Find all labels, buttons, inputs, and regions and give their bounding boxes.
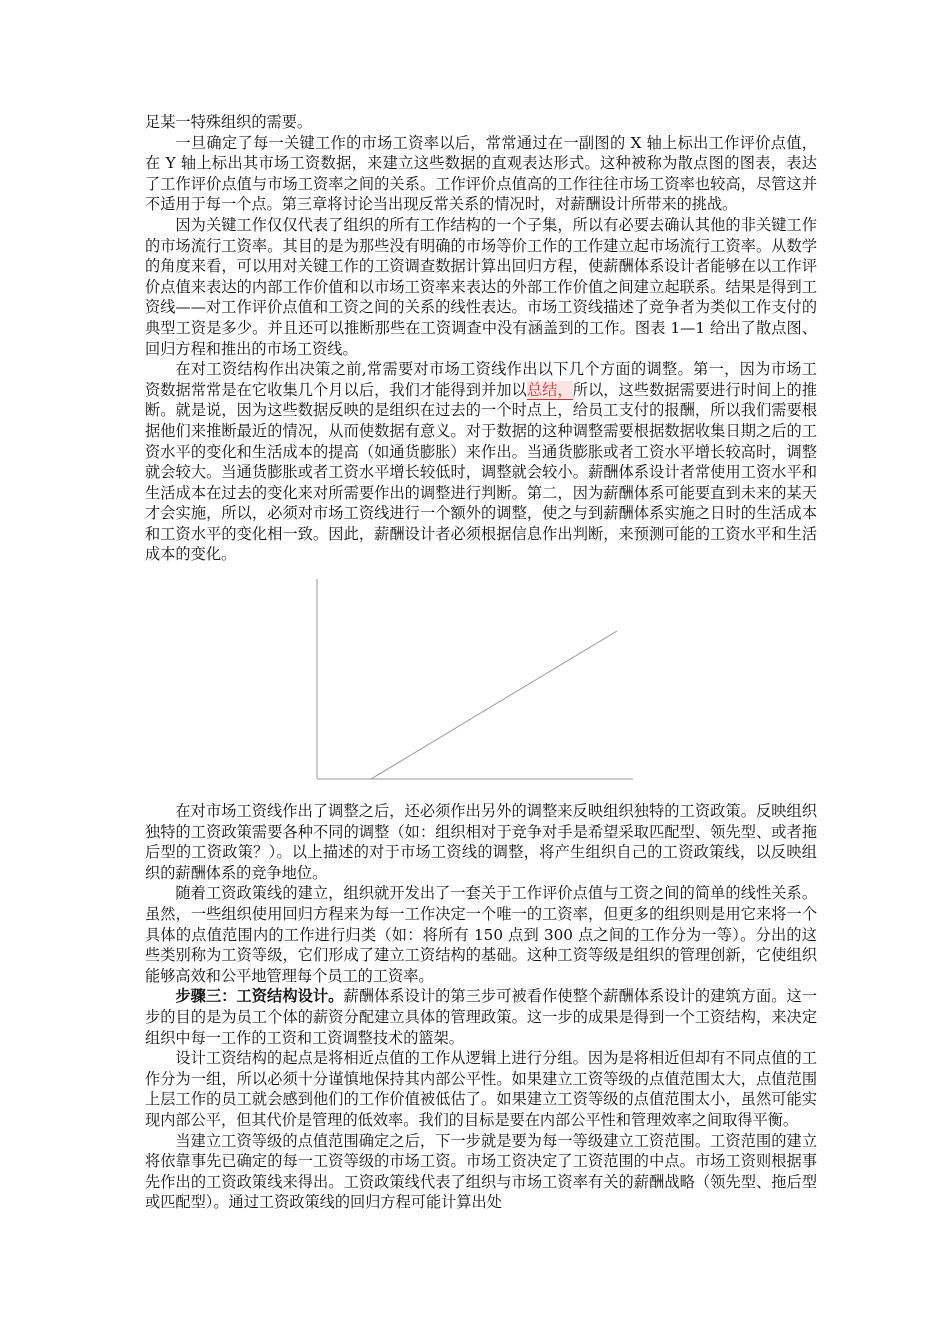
paragraph-2: 因为关键工作仅仅代表了组织的所有工作结构的一个子集，所以有必要去确认其他的非关键工作的市场流行工资率。其目的是为那些没有明确的市场等价工作的工作建立起市场流行工资率。从数学的角度来看，可以用对关键工作的工资调查数据计算出回归方程，使薪酬体系设计者能够在以工作评价点值来表达的内部工作价值和以市场工资率来表达的外部工作价值之间建立起联系。结果是得到工资线——对工作评价点值和工资之间的关系的线性表达。市场工资线描述了竞争者为类似工作支付的典型工资是多少。并且还可以推断那些在工资调查中没有涵盖到的工作。图表 1—1 给出了散点图、回归方程和推出的市场工资线。 (145, 215, 817, 358)
step-three-heading: 步骤三：工资结构设计。 (175, 987, 344, 1006)
market-wage-line-figure (145, 579, 817, 791)
market-wage-line (371, 631, 617, 779)
paragraph-3 (145, 359, 817, 565)
figure-drawing (145, 579, 817, 791)
paragraph-6-text: 薪酬体系设计的第三步可被看作使整个薪酬体系设计的建筑方面。这一步的目的是为员工个体的薪资分配建立具体的管理政策。这一步的成果是得到一个工资结构，来决定组织中每一工作的工资和工资调整技术的篮架。 (145, 987, 818, 1047)
paragraph-3-text-a: 在对工资结构作出决策之前,常需要对市场工资线作出以下几个方面的调整。第一，因为市场工资数据常常是在它收集几个月以后，我们才能得到并加以 (145, 360, 817, 399)
paragraph-3-text-b: 所以，这些数据需要进行时间上的推断。就是说，因为这些数据反映的是组织在过去的一个时点上，给员工支付的报酬，所以我们需要根据他们来推断最近的情况，从而使数据有意义。对于数据的这种调整需要根据数据收集日期之后的工资水平的变化和生活成本的提高（如通货膨胀）来作出。当通货膨胀或者工资水平增长较高时，调整就会较大。当通货膨胀或者工资水平增长较低时，调整就会较小。薪酬体系设计者常使用工资水平和生活成本在过去的变化来对所需要作出的调整进行判断。第二，因为薪酬体系可能要直到未来的某天才会实施，所以，必须对市场工资线进行一个额外的调整，使之与到薪酬体系实施之日时的生活成本和工资水平的变化相一致。因此，薪酬设计者必须根据信息作出判断，来预测可能的工资水平和生活成本的变化。 (145, 380, 818, 564)
paragraph-6 (145, 986, 817, 1048)
paragraph-5: 随着工资政策线的建立，组织就开发出了一套关于工作评价点值与工资之间的简单的线性关系。虽然，一些组织使用回归方程来为每一工作决定一个唯一的工资率，但更多的组织则是用它来将一个具体的点值范围内的工作进行归类（如：将所有 150 点到 300 点之间的工作分为一等）。分出的这些类别称为工资等级，它们形成了建立工资结构的基础。这种工资等级是组织的管理创新，它使组织能够高效和公平地管理每个员工的工资率。 (145, 884, 817, 985)
paragraph-1: 一旦确定了每一关键工作的市场工资率以后，常常通过在一副图的 X 轴上标出工作评价点值，在 Y 轴上标出其市场工资数据，来建立这些数据的直观表达形式。这种被称为散点图的图表，表达了工作评价点值与市场工资率之间的关系。工作评价点值高的工作往往市场工资率也较高，尽管这并不适用于每一个点。第三章将讨论当出现反常关系的情况时，对薪酬设计所带来的挑战。 (145, 133, 817, 214)
paragraph-7: 设计工资结构的起点是将相近点值的工作从逻辑上进行分组。因为是将相近但却有不同点值的工作分为一组，所以必须十分谨慎地保持其内部公平性。如果建立工资等级的点值范围太大，点值范围上层工作的员工就会感到他们的工作价值被低估了。如果建立工资等级的点值范围太小，虽然可能实现内部公平，但其代价是管理的低效率。我们的目标是要在内部公平性和管理效率之间取得平衡。 (145, 1049, 817, 1129)
paragraph-4: 在对市场工资线作出了调整之后，还必须作出另外的调整来反映组织独特的工资政策。反映组织独特的工资政策需要各种不同的调整（如：组织相对于竞争对手是希望采取匹配型、领先型、或者拖后型的工资政策？）。以上描述的对于市场工资线的调整，将产生组织自己的工资政策线，以反映组织的薪酬体系的竞争地位。 (145, 802, 817, 882)
document-page (145, 112, 817, 1213)
highlighted-text: 总结， (526, 380, 573, 399)
paragraph-8: 当建立工资等级的点值范围确定之后，下一步就是要为每一等级建立工资范围。工资范围的建立将依靠事先已确定的每一工资等级的市场工资。市场工资决定了工资范围的中点。市场工资则根据事先作出的工资政策线来得出。工资政策线代表了组织与市场工资率有关的薪酬战略（领先型、拖后型或匹配型）。通过工资政策线的回归方程可能计算出处 (145, 1131, 817, 1212)
paragraph-0: 足某一特殊组织的需要。 (145, 113, 313, 131)
